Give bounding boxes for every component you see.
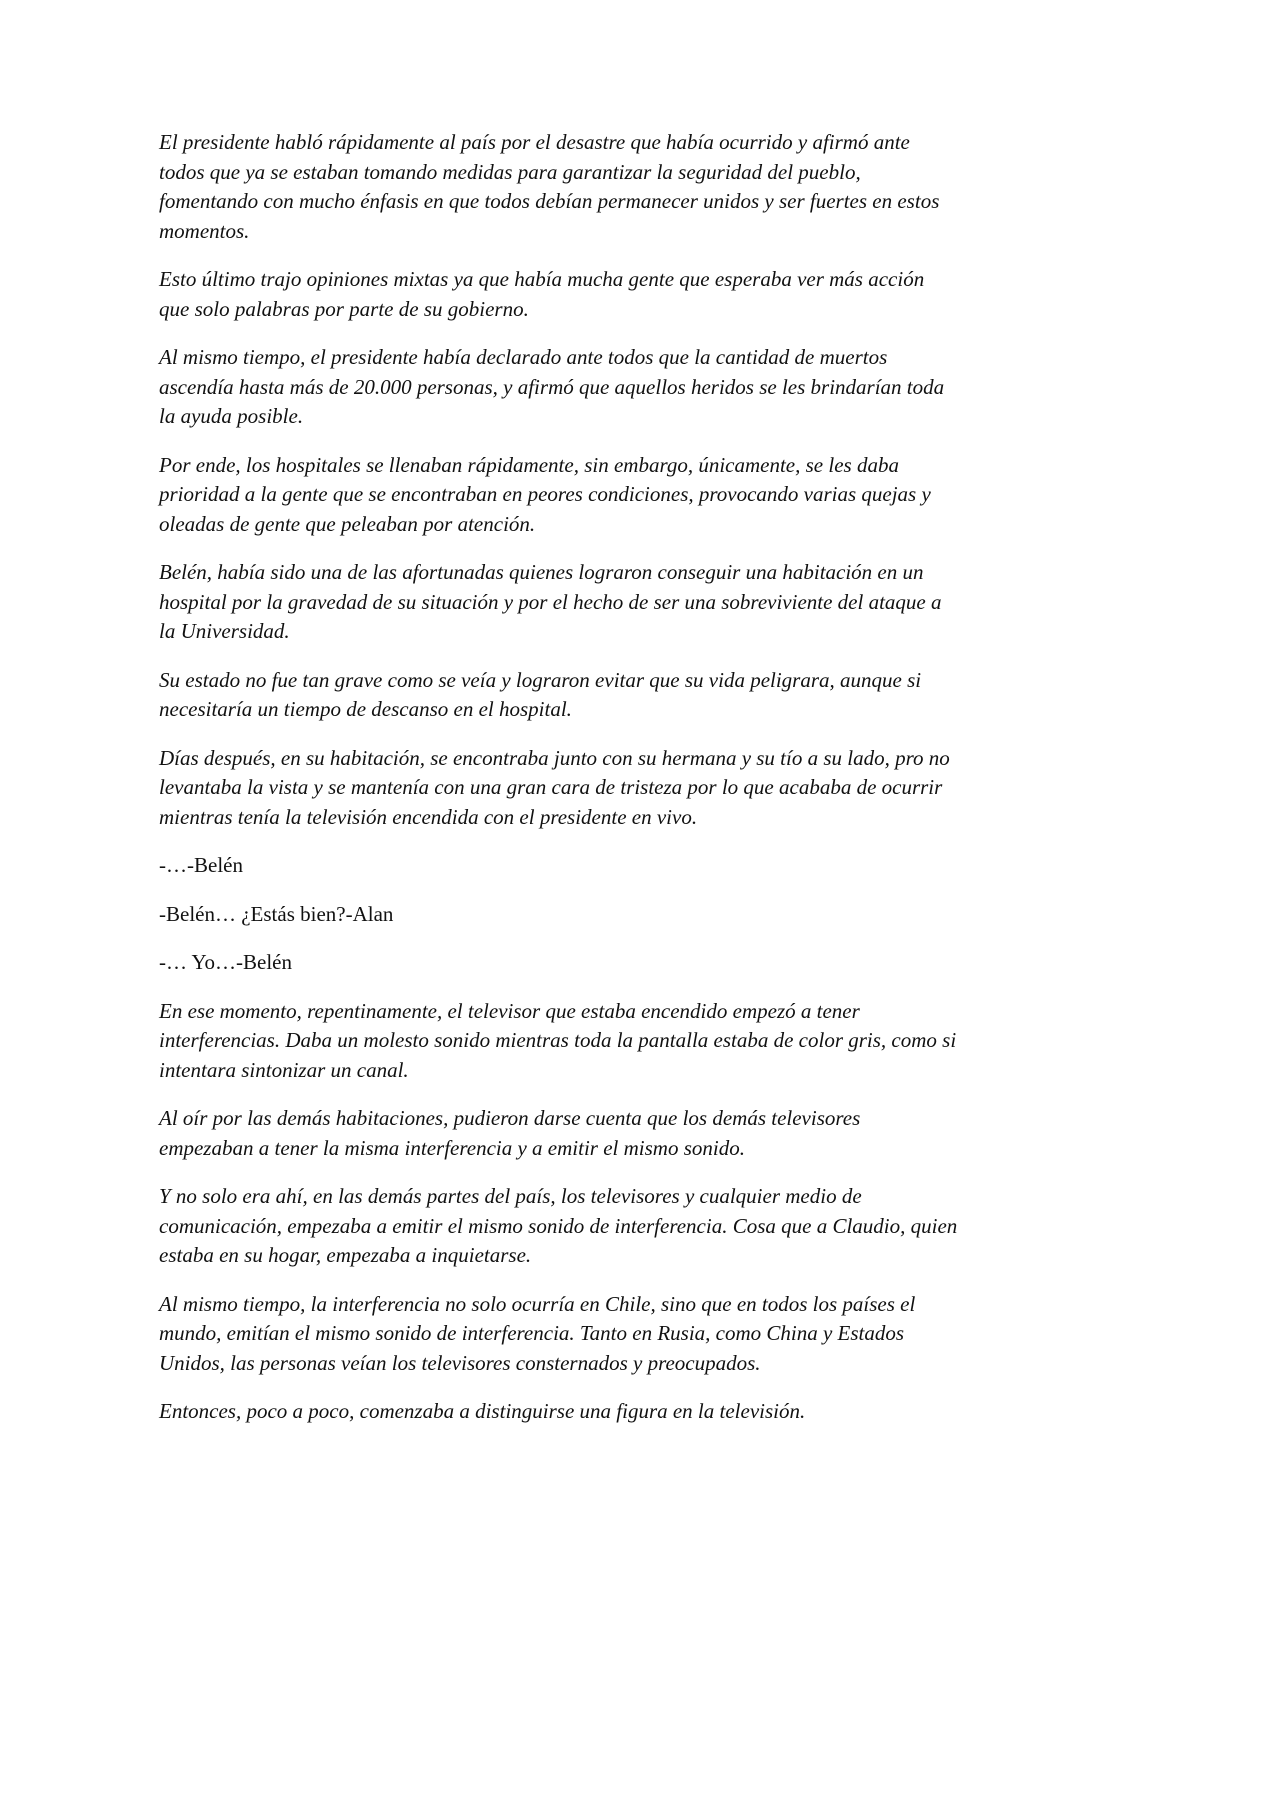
dialogue-line: -… Yo…-Belén	[159, 950, 293, 974]
document-body	[159, 128, 959, 1446]
dialogue-line: -…-Belén	[159, 853, 243, 877]
paragraph-narration: Entonces, poco a poco, comenzaba a distinguirse una figura en la televisión.	[159, 1399, 806, 1423]
paragraph-narration: Al oír por las demás habitaciones, pudieron darse cuenta que los demás televisores empezaban a tener la misma interferencia y a emitir el mismo sonido.	[159, 1106, 861, 1160]
paragraph-narration: En ese momento, repentinamente, el televisor que estaba encendido empezó a tener interferencias. Daba un molesto sonido mientras toda la pantalla estaba de color gris, como si intentara sintonizar un canal.	[159, 998, 957, 1082]
paragraph-narration: Por ende, los hospitales se llenaban rápidamente, sin embargo, únicamente, se les daba prioridad a la gente que se encontraban en peores condiciones, provocando varias quejas y oleadas de gente que peleaban por atención.	[159, 452, 931, 536]
paragraph-narration: Belén, había sido una de las afortunadas quienes lograron conseguir una habitación en un hospital por la gravedad de su situación y por el hecho de ser una sobreviviente del ataque a la Universidad.	[159, 560, 942, 643]
paragraph-narration: El presidente habló rápidamente al país por el desastre que había ocurrido y afirmó ante todos que ya se estaban tomando medidas para garantizar la seguridad del pueblo, fomentando con mucho énfasis en que todos debían permanecer unidos y ser fuertes en estos momentos.	[159, 130, 940, 243]
paragraph-narration: Y no solo era ahí, en las demás partes del país, los televisores y cualquier medio de comunicación, empezaba a emitir el mismo sonido de interferencia. Cosa que a Claudio, quien estaba en su hogar, empezaba a inquietarse.	[159, 1184, 958, 1267]
paragraph-narration: Al mismo tiempo, la interferencia no solo ocurría en Chile, sino que en todos los países el mundo, emitían el mismo sonido de interferencia. Tanto en Rusia, como China y Estados Unidos, las personas veían los televisores consternados y preocupados.	[159, 1291, 916, 1375]
paragraph-narration: Días después, en su habitación, se encontraba junto con su hermana y su tío a su lado, pro no levantaba la vista y se mantenía con una gran cara de tristeza por lo que acababa de ocurrir mientras tenía la televisión encendida con el presidente en vivo.	[159, 745, 950, 829]
paragraph-narration: Su estado no fue tan grave como se veía y lograron evitar que su vida peligrara, aunque si necesitaría un tiempo de descanso en el hospital.	[159, 667, 922, 721]
dialogue-line: -Belén… ¿Estás bien?-Alan	[159, 901, 394, 926]
paragraph-narration: Al mismo tiempo, el presidente había declarado ante todos que la cantidad de muertos ascendía hasta más de 20.000 personas, y afirmó que aquellos heridos se les brindarían toda la ayuda posible.	[159, 345, 945, 428]
paragraph-narration: Esto último trajo opiniones mixtas ya que había mucha gente que esperaba ver más acción que solo palabras por parte de su gobierno.	[159, 267, 925, 321]
